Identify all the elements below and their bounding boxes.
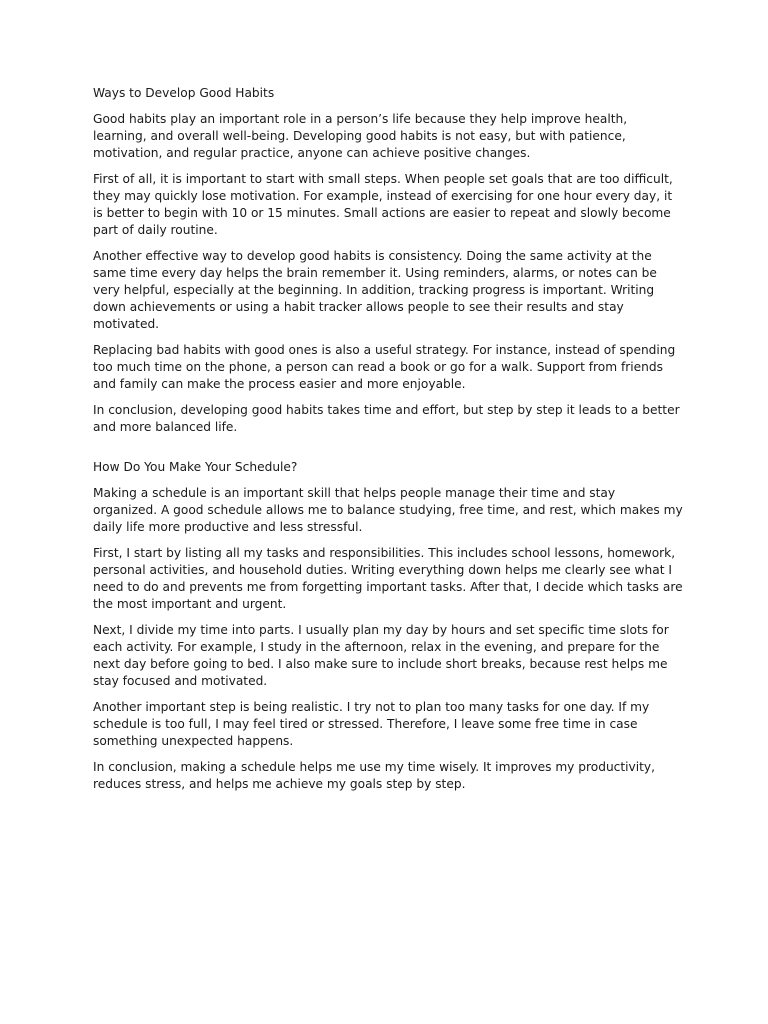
- paragraph: Making a schedule is an important skill that helps people manage their time and stay organized. A good schedule allows me to balance studying, free time, and rest, which makes my daily life more productive and less stressful.: [93, 486, 683, 534]
- essay-title: How Do You Make Your Schedule?: [93, 460, 298, 474]
- paragraph: Another important step is being realistic. I try not to plan too many tasks for one day. If my schedule is too full, I may feel tired or stressed. Therefore, I leave some free time in case something unexpected happens.: [93, 700, 650, 748]
- paragraph: Next, I divide my time into parts. I usually plan my day by hours and set specific time slots for each activity. For example, I study in the afternoon, relax in the evening, and prepare for the next day before going to bed. I also make sure to include short breaks, because rest helps me stay focused and motivated.: [93, 623, 669, 688]
- paragraph: In conclusion, making a schedule helps me use my time wisely. It improves my productivity, reduces stress, and helps me achieve my goals step by step.: [93, 760, 655, 791]
- essay-title: Ways to Develop Good Habits: [93, 86, 275, 100]
- essay-good-habits: [93, 85, 683, 436]
- document-page: [93, 85, 683, 802]
- paragraph: In conclusion, developing good habits takes time and effort, but step by step it leads to a better and more balanced life.: [93, 403, 680, 434]
- paragraph: First of all, it is important to start with small steps. When people set goals that are too difficult, they may quickly lose motivation. For example, instead of exercising for one hour every day, it is better to begin with 10 or 15 minutes. Small actions are easier to repeat and slowly become part of daily routine.: [93, 172, 673, 237]
- essay-schedule: [93, 459, 683, 793]
- paragraph: Another effective way to develop good habits is consistency. Doing the same activity at the same time every day helps the brain remember it. Using reminders, alarms, or notes can be very helpful, especially at the beginning. In addition, tracking progress is important. Writing down achievements or using a habit tracker allows people to see their results and stay motivated.: [93, 249, 657, 331]
- paragraph: Good habits play an important role in a person’s life because they help improve health, learning, and overall well-being. Developing good habits is not easy, but with patience, motivation, and regular practice, anyone can achieve positive changes.: [93, 112, 628, 160]
- paragraph: Replacing bad habits with good ones is also a useful strategy. For instance, instead of spending too much time on the phone, a person can read a book or go for a walk. Support from friends and family can make the process easier and more enjoyable.: [93, 343, 676, 391]
- paragraph: First, I start by listing all my tasks and responsibilities. This includes school lessons, homework, personal activities, and household duties. Writing everything down helps me clearly see what I need to do and prevents me from forgetting important tasks. After that, I decide which tasks are the most important and urgent.: [93, 546, 683, 611]
